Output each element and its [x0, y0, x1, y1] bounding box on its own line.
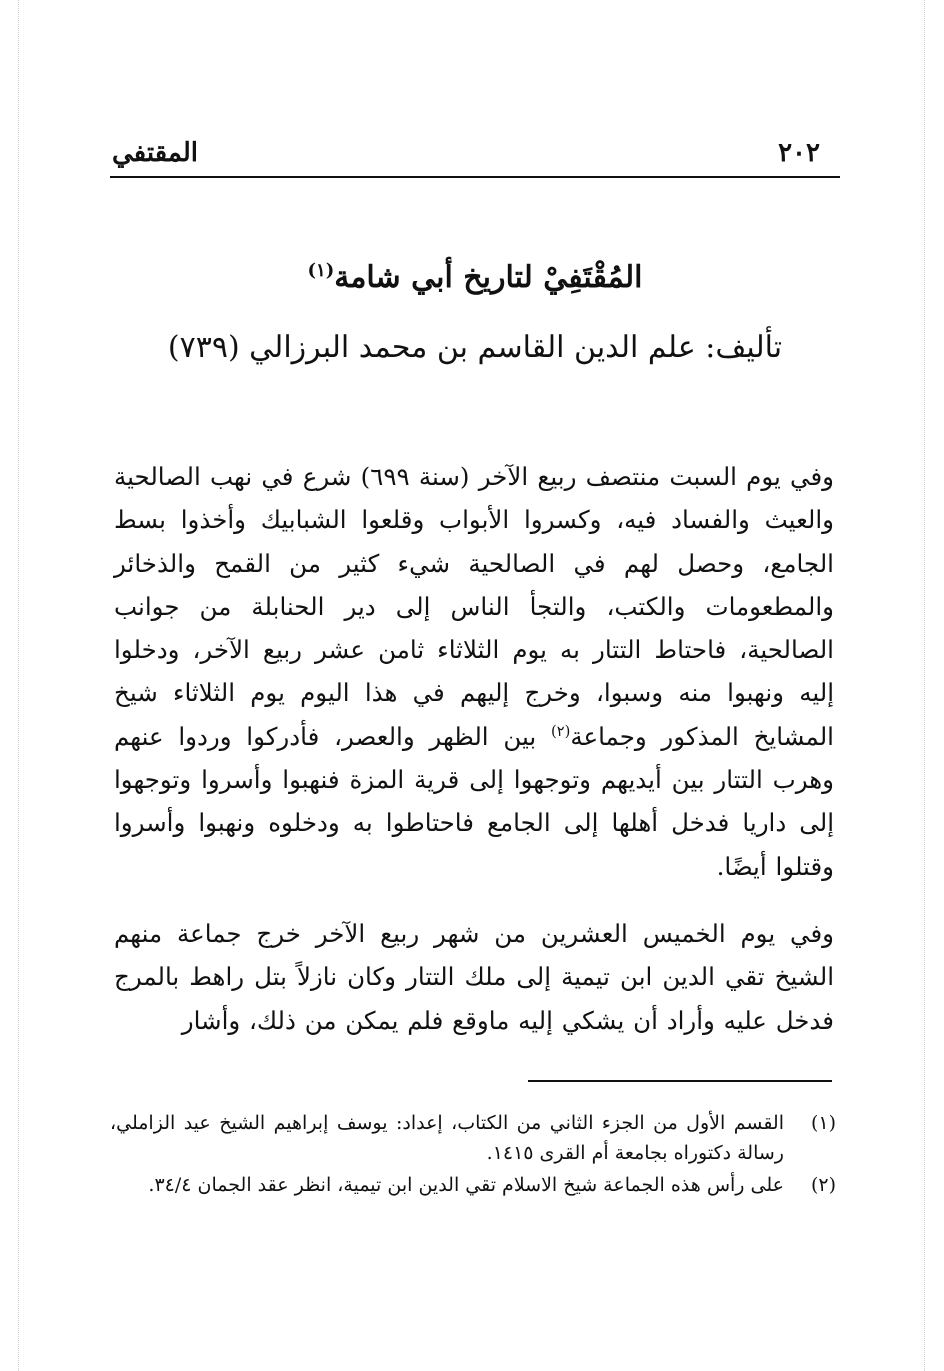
paragraph-1 — [114, 455, 834, 888]
footnote-2 — [110, 1170, 836, 1200]
footnote-1-number: (١) — [810, 1112, 836, 1134]
footnote-1 — [110, 1108, 836, 1168]
footnote-1-text: القسم الأول من الجزء الثاني من الكتاب، إعداد: يوسف إبراهيم الشيخ عيد الزاملي، رسالة دكتوراه بجامعة أم القرى ١٤١٥. — [110, 1112, 784, 1164]
paragraph-1-text-b: بين الظهر والعصر، فأدركوا وردوا عنهم وهرب التتار بين أيديهم وتوجهوا إلى قرية المزة فنهبوا وأسروا وتوجهوا إلى داريا فدخل أهلها إلى الجامع فاحتاطوا به ودخلوه ونهبوا وأسروا وقتلوا أيضًا. — [114, 721, 834, 881]
footnote-rule — [528, 1080, 832, 1082]
footnotes — [110, 1108, 836, 1202]
chapter-title-text: المُقْتَفِيْ لتاريخ أبي شامة — [334, 260, 643, 295]
paragraph-1-text-a: وفي يوم السبت منتصف ربيع الآخر (سنة ٦٩٩) شرع في نهب الصالحية والعيث والفساد فيه، وكسروا الأبواب وقلعوا الشبابيك وأخذوا بسط الجامع، وحصل لهم في الصالحية شيء كثير من القمح والذخائر والمطعومات والكتب، والتجأ الناس إلى دير الحنابلة من جوانب الصالحية، فاحتاط التتار به يوم الثلاثاء ثامن عشر ربيع الآخر، ودخلوا إليه ونهبوا منه وسبوا، وخرج إليهم في هذا اليوم يوم الثلاثاء شيخ المشايخ المذكور وجماعة — [114, 462, 834, 751]
paragraph-2: وفي يوم الخميس العشرين من شهر ربيع الآخر خرج جماعة منهم الشيخ تقي الدين ابن تيمية إلى ملك التتار وكان نازلاً بتل راهط بالمرج فدخل عليه وأراد أن يشكي إليه ماوقع فلم يمكن من ذلك، وأشار — [114, 919, 834, 1035]
footnote-2-text: على رأس هذه الجماعة شيخ الاسلام تقي الدين ابن تيمية، انظر عقد الجمان ٣٤/٤. — [148, 1174, 784, 1196]
page-header — [110, 138, 840, 172]
footnote-2-number: (٢) — [810, 1174, 836, 1196]
footnote-ref-2: (٢) — [550, 722, 571, 740]
page-number: ٢٠٢ — [778, 138, 820, 168]
chapter-title — [110, 256, 840, 300]
header-rule — [110, 176, 840, 178]
left-margin-dots — [18, 0, 19, 1371]
running-title: المقتفي — [112, 138, 198, 168]
footnote-ref-1: (١) — [307, 260, 335, 281]
right-margin-dots — [924, 0, 925, 1371]
author-line: تأليف: علم الدين القاسم بن محمد البرزالي (٧٣٩) — [167, 330, 783, 365]
